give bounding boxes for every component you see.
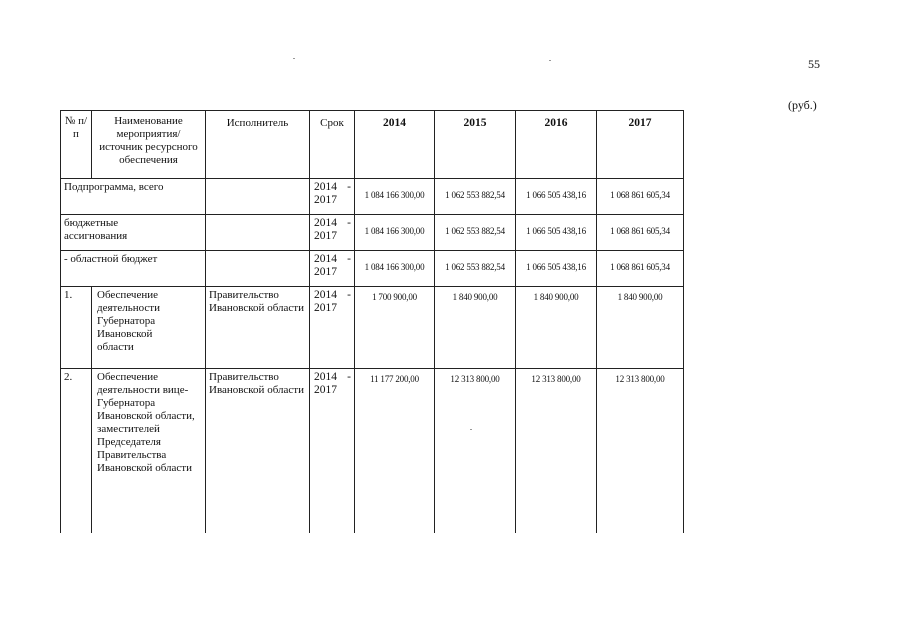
value-2016: 12 313 800,00 [516,369,597,533]
row-executor [206,251,310,287]
row-name: Подпрограмма, всего [61,179,206,215]
budget-table [60,110,684,533]
value-2016: 1 840 900,00 [516,287,597,369]
row-term: 2014 - 2017 [310,215,355,251]
table-row [61,287,684,369]
row-executor: Правительство Ивановской области [206,287,310,369]
row-term: 2014 - 2017 [310,369,355,533]
page-number: 55 [808,57,820,71]
currency-units: (руб.) [788,98,817,112]
scan-speck [293,58,295,59]
header-term: Срок [310,111,355,179]
row-number: 1. [61,287,92,369]
row-executor [206,215,310,251]
header-2016: 2016 [516,111,597,179]
value-2015: 12 313 800,00 [435,369,516,533]
value-2017: 12 313 800,00 [597,369,684,533]
row-term: 2014 - 2017 [310,179,355,215]
table-row [61,179,684,215]
row-term: 2014 - 2017 [310,251,355,287]
header-name: Наименование мероприятия/источник ресурсного обеспечения [92,111,206,179]
row-name: - областной бюджет [61,251,206,287]
value-2016: 1 066 505 438,16 [516,179,597,215]
row-name: бюджетные ассигнования [61,215,206,251]
table-row [61,251,684,287]
header-num: № п/п [61,111,92,179]
header-executor: Исполнитель [206,111,310,179]
row-term: 2014 - 2017 [310,287,355,369]
value-2015: 1 840 900,00 [435,287,516,369]
row-name: Обеспечение деятельности Губернатора Ивановской области [92,287,206,369]
scan-speck [549,60,551,61]
value-2014: 1 084 166 300,00 [355,215,435,251]
value-2015: 1 062 553 882,54 [435,215,516,251]
row-executor [206,179,310,215]
value-2016: 1 066 505 438,16 [516,251,597,287]
table-row [61,215,684,251]
value-2014: 1 700 900,00 [355,287,435,369]
value-2014: 1 084 166 300,00 [355,179,435,215]
value-2017: 1 068 861 605,34 [597,251,684,287]
header-2015: 2015 [435,111,516,179]
value-2014: 1 084 166 300,00 [355,251,435,287]
row-executor: Правительство Ивановской области [206,369,310,533]
value-2015: 1 062 553 882,54 [435,179,516,215]
header-2014: 2014 [355,111,435,179]
value-2017: 1 068 861 605,34 [597,215,684,251]
value-2014: 11 177 200,00 [355,369,435,533]
value-2017: 1 068 861 605,34 [597,179,684,215]
table-row [61,369,684,533]
table-header-row [61,111,684,179]
value-2017: 1 840 900,00 [597,287,684,369]
row-number: 2. [61,369,92,533]
value-2015: 1 062 553 882,54 [435,251,516,287]
value-2016: 1 066 505 438,16 [516,215,597,251]
row-name: Обеспечение деятельности вице-Губернатора Ивановской области, заместителей Председателя Правительства Ивановской области [92,369,206,533]
header-2017: 2017 [597,111,684,179]
